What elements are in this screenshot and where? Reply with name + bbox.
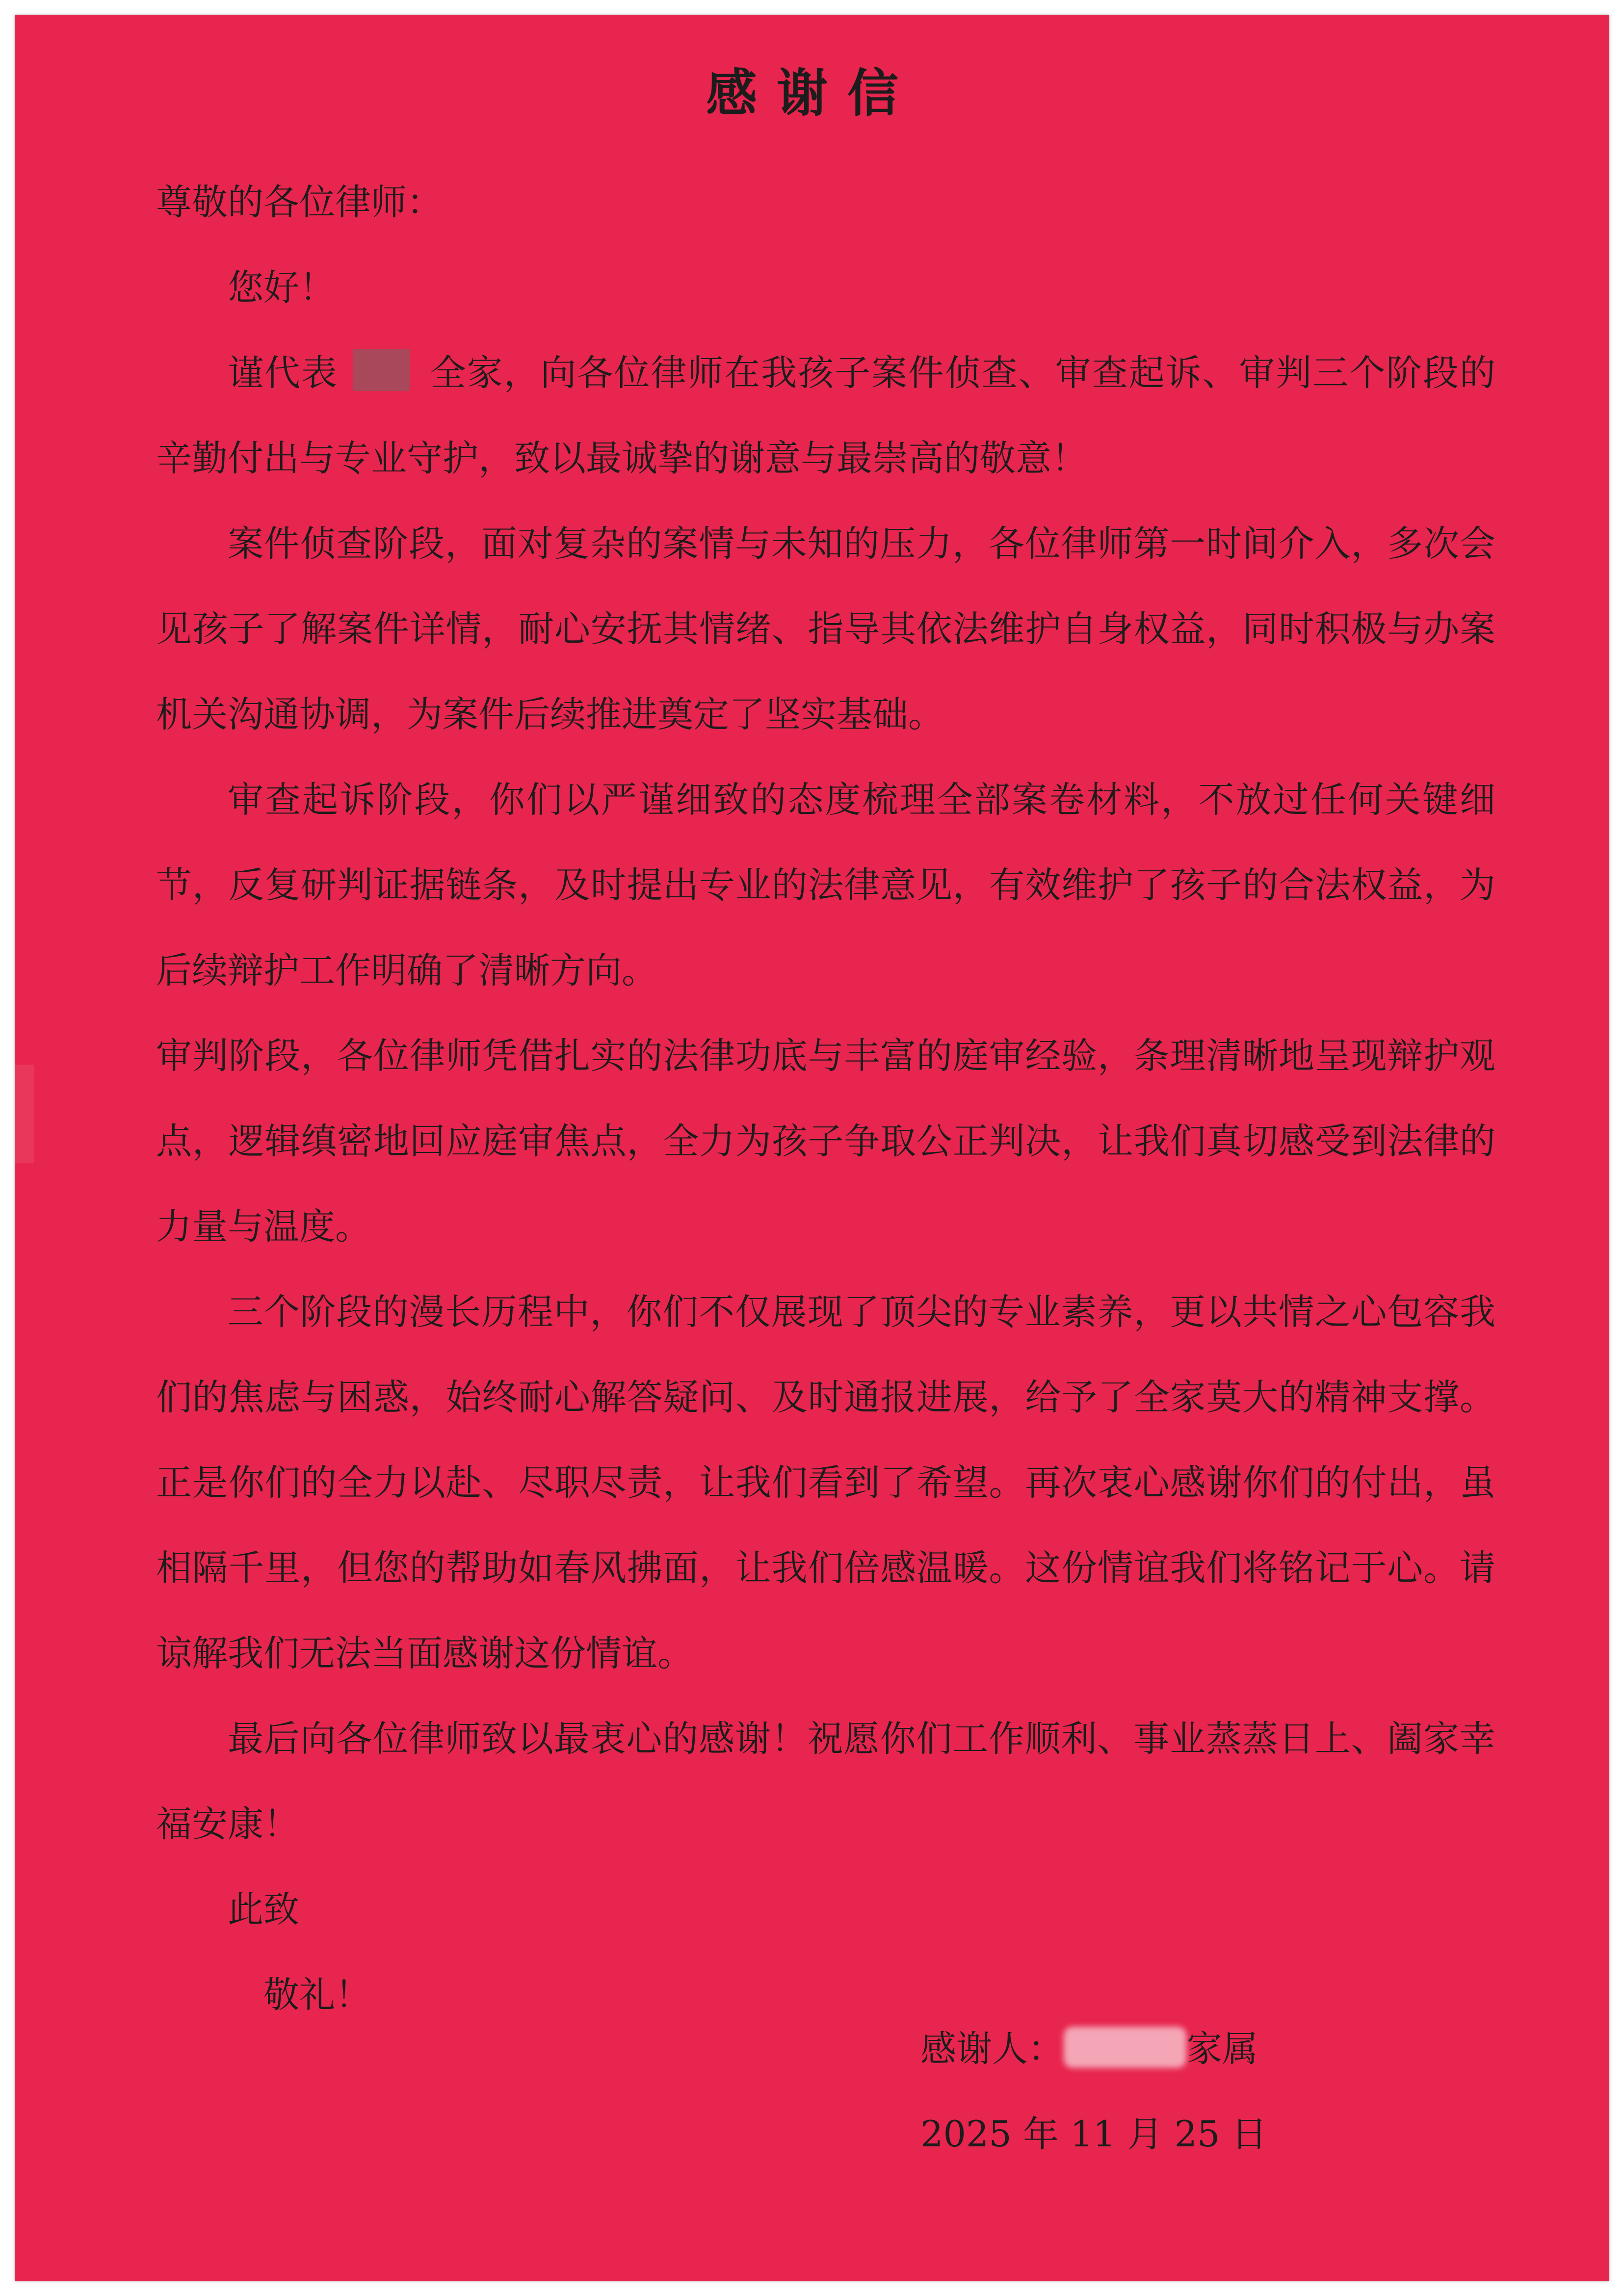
greeting: 您好！ bbox=[228, 267, 335, 309]
paragraph-1 bbox=[156, 331, 1495, 501]
signer-suffix: 家属 bbox=[1186, 2028, 1258, 2070]
paragraph-3: 审查起诉阶段，你们以严谨细致的态度梳理全部案卷材料，不放过任何关键细节，反复研判证据链条，及时提出专业的法律意见，有效维护了孩子的合法权益，为后续辩护工作明确了清晰方向。 bbox=[156, 779, 1495, 991]
paragraph-4: 审判阶段，各位律师凭借扎实的法律功底与丰富的庭审经验，条理清晰地呈现辩护观点，逻辑缜密地回应庭审焦点，全力为孩子争取公正判决，让我们真切感受到法律的力量与温度。 bbox=[156, 1035, 1495, 1248]
signature-block bbox=[920, 2007, 1267, 2177]
paragraph-2: 案件侦查阶段，面对复杂的案情与未知的压力，各位律师第一时间介入，多次会见孩子了解案件详情，耐心安抚其情绪、指导其依法维护自身权益，同时积极与办案机关沟通协调，为案件后续推进奠定了坚实基础。 bbox=[156, 523, 1495, 735]
paragraph-5: 三个阶段的漫长历程中，你们不仅展现了顶尖的专业素养，更以共情之心包容我们的焦虑与困惑，始终耐心解答疑问、及时通报进展，给予了全家莫大的精神支撑。正是你们的全力以赴、尽职尽责，让我们看到了希望。再次衷心感谢你们的付出，虽相隔千里，但您的帮助如春风拂面，让我们倍感温暖。这份情谊我们将铭记于心。请谅解我们无法当面感谢这份情谊。 bbox=[156, 1291, 1495, 1674]
scan-artifact bbox=[15, 1065, 34, 1163]
date-day-unit: 日 bbox=[1231, 2113, 1267, 2155]
paragraph-1-rest: 全家，向各位律师在我孩子案件侦查、审查起诉、审判三个阶段的辛勤付出与专业守护，致以最诚挚的谢意与最崇高的敬意！ bbox=[156, 352, 1495, 479]
date-line bbox=[920, 2092, 1267, 2177]
redacted-signer-name bbox=[1064, 2027, 1186, 2068]
closing-line-2: 敬礼！ bbox=[263, 1974, 371, 2016]
closing-line-1: 此致 bbox=[228, 1889, 299, 1931]
letter-title: 感谢信 bbox=[706, 63, 918, 123]
salutation: 尊敬的各位律师： bbox=[156, 182, 443, 223]
paragraph-1-lead: 谨代表 bbox=[228, 352, 338, 394]
date-year: 2025 bbox=[920, 2113, 1012, 2155]
paragraph-6: 最后向各位律师致以最衷心的感谢！祝愿你们工作顺利、事业蒸蒸日上、阖家幸福安康！ bbox=[156, 1718, 1495, 1845]
signer-label: 感谢人： bbox=[920, 2028, 1064, 2070]
date-day: 25 bbox=[1174, 2113, 1220, 2155]
date-year-unit: 年 bbox=[1023, 2113, 1059, 2155]
letter-sheet bbox=[15, 15, 1609, 2281]
letter-body bbox=[156, 160, 1495, 2038]
date-month-unit: 月 bbox=[1127, 2113, 1163, 2155]
redacted-name bbox=[353, 349, 410, 391]
date-month: 11 bbox=[1070, 2113, 1116, 2155]
signer-line bbox=[920, 2007, 1267, 2092]
